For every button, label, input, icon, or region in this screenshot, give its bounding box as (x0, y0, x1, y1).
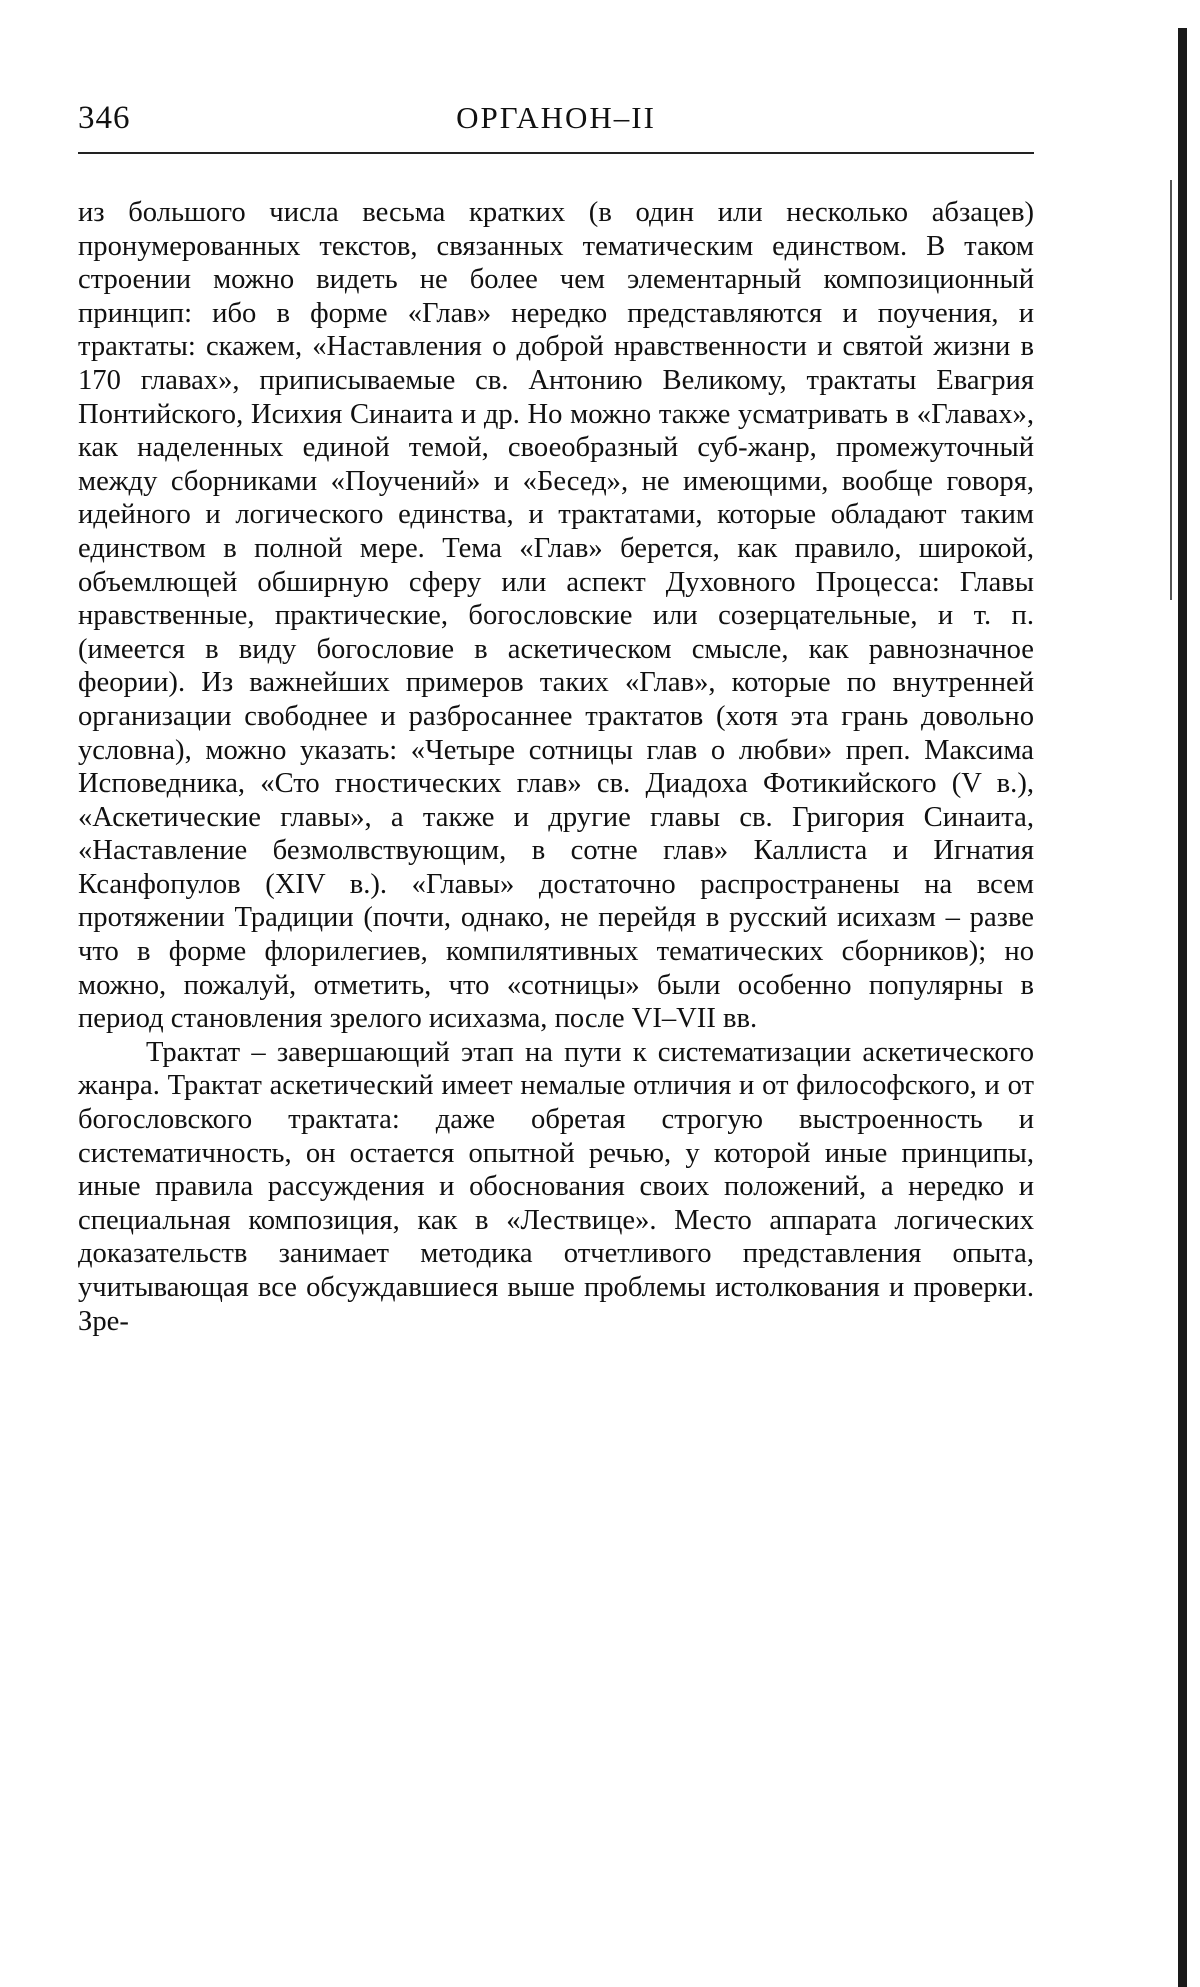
paragraph-continuation: из большого числа весьма кратких (в один или несколько абзацев) пронумерованных текстов, связанных тематическим единством. В таком строении можно видеть не более чем элементарный композиционный принцип: ибо в форме «Глав» нередко представляются и поучения, и трактаты: скажем, «Наставления о доброй нравственности и святой жизни в 170 главах», приписываемые св. Антонию Великому, трактаты Евагрия Понтийского, Исихия Синаита и др. Но можно также усматривать в «Главах», как наделенных единой темой, своеобразный суб-жанр, промежуточный между сборниками «Поучений» и «Бесед», не имеющими, вообще говоря, идейного и логического единства, и трактатами, которые обладают таким единством в полной мере. Тема «Глав» берется, как правило, широкой, объемлющей обширную сферу или аспект Духовного Процесса: Главы нравственные, практические, богословские или созерцательные, и т. п. (имеется в виду богословие в аскетическом смысле, как равнозначное феории). Из важнейших примеров таких «Глав», которые по внутренней организации свободнее и разбросаннее трактатов (хотя эта грань довольно условна), можно указать: «Четыре сотницы глав о любви» преп. Максима Исповедника, «Сто гностических глав» св. Диадоха Фотикийского (V в.), «Аскетические главы», а также и другие главы св. Григория Синаита, «Наставление безмолвствующим, в сотне глав» Каллиста и Игнатия Ксанфопулов (XIV в.). «Главы» достаточно распространены на всем протяжении Традиции (почти, однако, не перейдя в русский исихазм – разве что в форме флорилегиев, компилятивных тематических сборников); но можно, пожалуй, отметить, что «сотницы» были особенно популярны в период становления зрелого исихазма, после VI–VII вв. (78, 197, 1034, 1035)
scan-edge-mark (1170, 180, 1172, 600)
header-rule (78, 152, 1034, 154)
scan-edge-shadow (1178, 28, 1187, 1987)
page-number: 346 (78, 100, 131, 136)
paragraph-treatise: Трактат – завершающий этап на пути к систематизации аскетического жанра. Трактат аскетический имеет немалые отличия и от философского, и от богословского трактата: даже обретая строгую выстроенность и систематичность, он остается опытной речью, у которой иные принципы, иные правила рассуждения и обоснования своих положений, а нередко и специальная композиция, как в «Лествице». Место аппарата логических доказательств занимает методика отчетливого представления опыта, учитывающая все обсуждавшиеся выше проблемы истолкования и проверки. Зре- (78, 1036, 1034, 1337)
running-title: ОРГАНОН–II (456, 100, 656, 135)
running-head (78, 100, 1034, 152)
body-text (78, 196, 1034, 1338)
